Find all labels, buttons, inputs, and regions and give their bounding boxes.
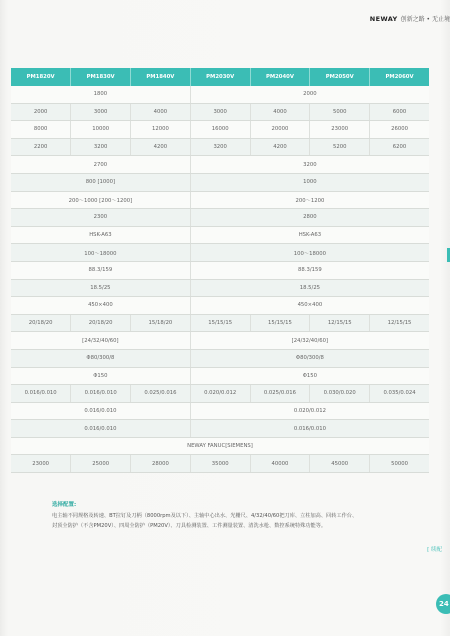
table-cell: 2300 [11, 209, 190, 227]
column-header: PM1840V [131, 68, 191, 86]
table-cell: 5200 [310, 138, 370, 156]
table-row [11, 156, 429, 174]
table-cell: 4200 [250, 138, 310, 156]
table-cell: 2700 [11, 156, 190, 174]
table-row [11, 138, 429, 156]
table-cell: [24/32/40/60] [190, 332, 429, 350]
table-cell: 10000 [71, 121, 131, 139]
table-row [11, 103, 429, 121]
table-cell: 12/15/15 [370, 314, 429, 332]
table-cell: 0.030/0.020 [310, 385, 370, 403]
table-cell: 4200 [131, 138, 191, 156]
table-cell: 2800 [190, 209, 429, 227]
table-row [11, 209, 429, 227]
table-cell: 26000 [370, 121, 429, 139]
table-row [11, 385, 429, 403]
table-cell: 3200 [190, 156, 429, 174]
table-cell: 0.016/0.010 [11, 385, 71, 403]
table-cell: HSK-A63 [11, 226, 190, 244]
table-row [11, 402, 429, 420]
table-cell: 200～1200 [190, 191, 429, 209]
table-row [11, 314, 429, 332]
table-row [11, 349, 429, 367]
table-cell: 15/15/15 [250, 314, 310, 332]
table-cell: 0.016/0.010 [71, 385, 131, 403]
table-cell: 5000 [310, 103, 370, 121]
table-cell: 35000 [190, 455, 250, 473]
table-cell: 3000 [190, 103, 250, 121]
table-row [11, 332, 429, 350]
notes-title: 选择配置: [52, 502, 77, 508]
table-cell: 20/18/20 [71, 314, 131, 332]
table-cell: 800 [1000] [11, 173, 190, 191]
table-cell: 2000 [11, 103, 71, 121]
table-cell: 25000 [71, 455, 131, 473]
table-cell: 45000 [310, 455, 370, 473]
table-row [11, 420, 429, 438]
table-cell: 6200 [370, 138, 429, 156]
table-row [11, 226, 429, 244]
table-cell: 100～18000 [11, 244, 190, 262]
table-cell: Φ80/300/8 [11, 349, 190, 367]
table-cell: 50000 [370, 455, 429, 473]
table-row [11, 279, 429, 297]
column-header: PM1820V [11, 68, 71, 86]
table-row [11, 173, 429, 191]
table-cell: 15/18/20 [131, 314, 191, 332]
table-cell: 18.5/25 [190, 279, 429, 297]
table-row [11, 367, 429, 385]
page-number: 24 [436, 594, 450, 614]
table-cell: 20/18/20 [11, 314, 71, 332]
table-cell: 0.035/0.024 [370, 385, 429, 403]
table-cell: 0.020/0.012 [190, 385, 250, 403]
table-cell: 0.016/0.010 [11, 420, 190, 438]
table-cell: 4000 [250, 103, 310, 121]
table-cell: 0.020/0.012 [190, 402, 429, 420]
table-cell: 15/15/15 [190, 314, 250, 332]
column-header: PM2060V [370, 68, 429, 86]
table-row [11, 244, 429, 262]
table-cell: 3000 [71, 103, 131, 121]
table-cell: 20000 [250, 121, 310, 139]
table-cell: 200～1000 [200～1200] [11, 191, 190, 209]
table-cell: 450×400 [11, 297, 190, 315]
table-cell: NEWAY FANUC[SIEMENS] [11, 437, 429, 455]
table-cell: 40000 [250, 455, 310, 473]
table-cell: 88.3/159 [190, 261, 429, 279]
notes-line: 封顶全防护（不含PM20V）、四周全防护（PM20V）、刀具检测装置、工件测量装置、清洗水枪、数控系统特殊功能等。 [52, 523, 327, 529]
column-header: PM2050V [310, 68, 370, 86]
table-cell: 12000 [131, 121, 191, 139]
column-header: PM2030V [190, 68, 250, 86]
table-row [11, 455, 429, 473]
brand-name: NEWAY [369, 15, 398, 23]
table-row [11, 437, 429, 455]
table-row [11, 261, 429, 279]
table-cell: 2200 [11, 138, 71, 156]
table-cell: Φ150 [11, 367, 190, 385]
table-row [11, 86, 429, 103]
table-cell: 23000 [310, 121, 370, 139]
table-cell: Φ80/300/8 [190, 349, 429, 367]
table-cell: 16000 [190, 121, 250, 139]
table-cell: [24/32/40/60] [11, 332, 190, 350]
notes-line: 电主轴不同规格及转速、BT拉钉及刀柄（8000rpm及以下）、主轴中心出水、光栅尺、4/32/40/60把刀库、立柱加高、回转工作台、 [52, 512, 358, 519]
table-cell: 100～18000 [190, 244, 429, 262]
table-header-row [11, 68, 429, 86]
table-cell: 28000 [131, 455, 191, 473]
table-cell: 4000 [131, 103, 191, 121]
table-cell: 3200 [190, 138, 250, 156]
table-row [11, 191, 429, 209]
table-row [11, 121, 429, 139]
table-cell: 450×400 [190, 297, 429, 315]
spec-table [11, 68, 429, 473]
table-cell: 0.025/0.016 [131, 385, 191, 403]
table-row [11, 297, 429, 315]
table-cell: 0.016/0.010 [190, 420, 429, 438]
table-cell: 18.5/25 [11, 279, 190, 297]
table-cell: HSK-A63 [190, 226, 429, 244]
table-cell: 88.3/159 [11, 261, 190, 279]
column-header: PM2040V [250, 68, 310, 86]
table-cell: 0.016/0.010 [11, 402, 190, 420]
table-cell: 23000 [11, 455, 71, 473]
table-cell: 0.025/0.016 [250, 385, 310, 403]
table-cell: 1800 [11, 86, 190, 103]
table-cell: 8000 [11, 121, 71, 139]
table-cell: 2000 [190, 86, 429, 103]
table-cell: 3200 [71, 138, 131, 156]
table-cell: 1000 [190, 173, 429, 191]
table-cell: Φ150 [190, 367, 429, 385]
corner-label: [ 续配 [427, 547, 442, 553]
optional-config-notes [52, 500, 422, 532]
table-cell: 6000 [370, 103, 429, 121]
brand-slogan: 创新之路 • 无止境 [400, 16, 450, 23]
page-header [370, 14, 450, 26]
table-cell: 12/15/15 [310, 314, 370, 332]
column-header: PM1830V [71, 68, 131, 86]
